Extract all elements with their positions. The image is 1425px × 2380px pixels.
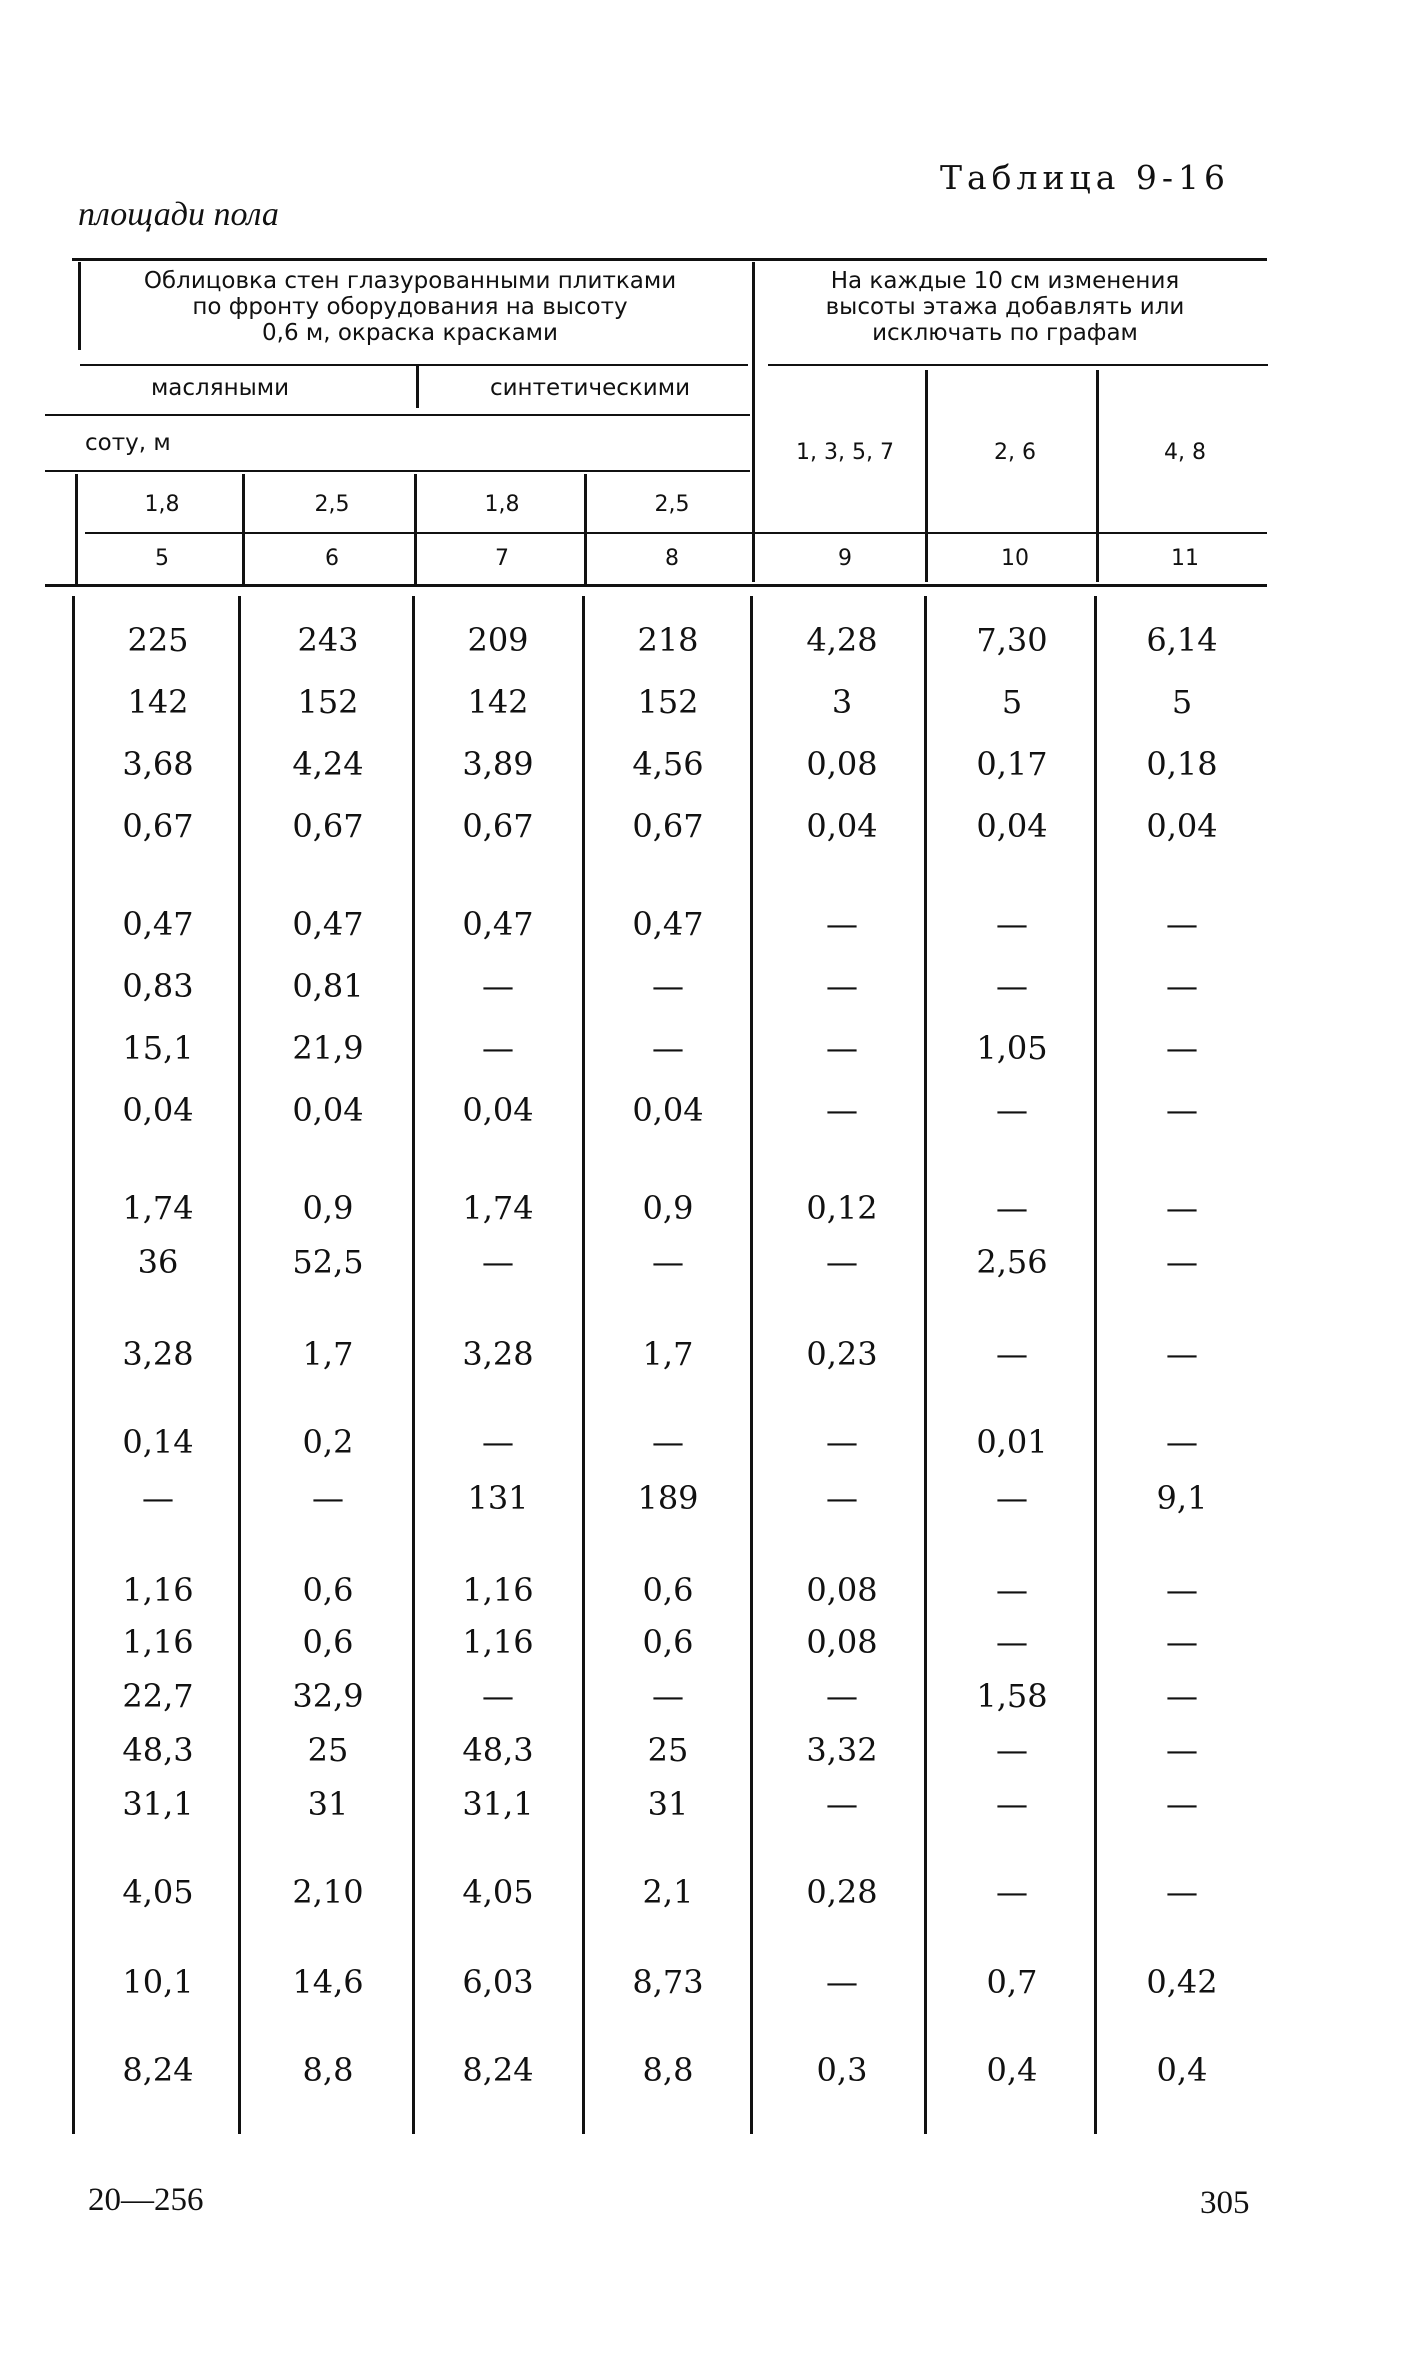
table-cell: 31,1 (122, 1785, 194, 1823)
table-cell: — (652, 1677, 684, 1715)
table-cell: — (1166, 1785, 1198, 1823)
column-divider (1094, 596, 1097, 2134)
table-cell: 0,28 (806, 1873, 878, 1911)
colnum-8: 8 (665, 546, 679, 571)
height-col5: 1,8 (144, 492, 180, 517)
table-cell: 189 (637, 1479, 699, 1517)
header-height-label: соту, м (85, 430, 171, 456)
table-cell: 0,3 (816, 2051, 868, 2089)
table-cell: 0,14 (122, 1423, 194, 1461)
table-subtitle: площади пола (78, 196, 279, 233)
height-col7: 1,8 (484, 492, 520, 517)
table-cell: 1,74 (462, 1189, 534, 1227)
table-cell: 52,5 (292, 1243, 364, 1281)
table-cell: 2,10 (292, 1873, 364, 1911)
table-cell: 0,04 (806, 807, 878, 845)
table-cell: — (482, 967, 514, 1005)
table-cell: — (996, 1189, 1028, 1227)
column-divider (750, 596, 753, 2134)
table-cell: — (826, 1479, 858, 1517)
table-cell: — (482, 1423, 514, 1461)
table-cell: 1,16 (122, 1623, 194, 1661)
table-cell: 0,2 (302, 1423, 354, 1461)
table-cell: 0,7 (986, 1963, 1038, 2001)
header-rule (80, 364, 748, 366)
table-cell: 0,4 (1156, 2051, 1208, 2089)
table-cell: 0,47 (632, 905, 704, 943)
table-cell: 0,04 (976, 807, 1048, 845)
table-cell: 0,81 (292, 967, 364, 1005)
header-group-right: На каждые 10 см изменения высоты этажа добавлять или исключать по графам (825, 268, 1185, 346)
table-cell: 0,83 (122, 967, 194, 1005)
colnum-5: 5 (155, 546, 169, 571)
table-cell: — (1166, 1423, 1198, 1461)
table-cell: 9,1 (1156, 1479, 1208, 1517)
table-cell: 31 (307, 1785, 349, 1823)
table-cell: 1,58 (976, 1677, 1048, 1715)
table-cell: 0,42 (1146, 1963, 1218, 2001)
table-cell: 7,30 (976, 621, 1048, 659)
table-cell: 0,67 (632, 807, 704, 845)
sheet-code: 20—256 (88, 2182, 204, 2218)
table-cell: 10,1 (122, 1963, 194, 2001)
table-cell: — (1166, 1091, 1198, 1129)
table-cell: — (1166, 905, 1198, 943)
table-cell: 0,04 (1146, 807, 1218, 845)
table-cell: 142 (127, 683, 189, 721)
table-cell: 0,01 (976, 1423, 1048, 1461)
colnum-7: 7 (495, 546, 509, 571)
table-cell: — (652, 1243, 684, 1281)
table-cell: 31,1 (462, 1785, 534, 1823)
table-cell: — (652, 1423, 684, 1461)
table-cell: — (652, 1029, 684, 1067)
table-cell: 48,3 (462, 1731, 534, 1769)
table-cell: 0,6 (302, 1571, 354, 1609)
table-cell: 0,67 (292, 807, 364, 845)
colnum-6: 6 (325, 546, 339, 571)
table-cell: 2,1 (642, 1873, 694, 1911)
table-cell: — (1166, 1873, 1198, 1911)
table-cell: — (1166, 967, 1198, 1005)
table-cell: 218 (637, 621, 699, 659)
table-cell: 6,03 (462, 1963, 534, 2001)
table-cell: — (826, 1029, 858, 1067)
table-cell: 8,24 (122, 2051, 194, 2089)
height-col8: 2,5 (654, 492, 690, 517)
table-cell: 1,7 (302, 1335, 354, 1373)
table-number: Таблица 9-16 (940, 158, 1231, 197)
table-cell: 0,6 (302, 1623, 354, 1661)
table-cell: 0,08 (806, 745, 878, 783)
table-cell: 21,9 (292, 1029, 364, 1067)
header-divider (414, 474, 417, 584)
table-cell: 0,47 (462, 905, 534, 943)
table-cell: 0,04 (632, 1091, 704, 1129)
table-cell: 1,16 (122, 1571, 194, 1609)
table-cell: 142 (467, 683, 529, 721)
table-cell: — (482, 1243, 514, 1281)
table-cell: 8,8 (302, 2051, 354, 2089)
table-cell: 0,04 (292, 1091, 364, 1129)
table-cell: — (996, 1623, 1028, 1661)
table-cell: 2,56 (976, 1243, 1048, 1281)
table-cell: 8,8 (642, 2051, 694, 2089)
table-cell: 3,28 (122, 1335, 194, 1373)
column-divider (582, 596, 585, 2134)
table-cell: 0,67 (122, 807, 194, 845)
table-cell: 0,18 (1146, 745, 1218, 783)
table-cell: 4,24 (292, 745, 364, 783)
table-cell: 32,9 (292, 1677, 364, 1715)
table-cell: — (482, 1677, 514, 1715)
table-cell: 1,7 (642, 1335, 694, 1373)
table-cell: 15,1 (122, 1029, 194, 1067)
table-cell: 0,9 (642, 1189, 694, 1227)
table-cell: 3,32 (806, 1731, 878, 1769)
table-cell: — (1166, 1623, 1198, 1661)
table-cell: 0,04 (462, 1091, 534, 1129)
header-bottom-rule (45, 584, 1267, 587)
header-divider (584, 474, 587, 584)
header-rule (768, 364, 1268, 366)
table-cell: 0,08 (806, 1623, 878, 1661)
table-cell: — (1166, 1243, 1198, 1281)
table-cell: 1,05 (976, 1029, 1048, 1067)
table-cell: 0,4 (986, 2051, 1038, 2089)
header-oil-paint: масляными (150, 375, 290, 401)
table-cell: 3,28 (462, 1335, 534, 1373)
header-rule (45, 414, 750, 416)
table-cell: — (996, 1731, 1028, 1769)
table-cell: 3,89 (462, 745, 534, 783)
graph-ref-col10: 2, 6 (994, 440, 1036, 465)
table-cell: 0,12 (806, 1189, 878, 1227)
table-cell: 4,05 (462, 1873, 534, 1911)
column-divider (924, 596, 927, 2134)
column-divider (72, 596, 75, 2134)
table-cell: 243 (297, 621, 359, 659)
page-number: 305 (1200, 2185, 1250, 2221)
table-cell: — (652, 967, 684, 1005)
table-cell: — (826, 1243, 858, 1281)
table-cell: — (996, 1091, 1028, 1129)
table-cell: — (1166, 1731, 1198, 1769)
table-cell: 0,23 (806, 1335, 878, 1373)
table-cell: 3 (831, 683, 853, 721)
table-cell: 0,47 (292, 905, 364, 943)
table-cell: — (996, 1479, 1028, 1517)
table-cell: 152 (297, 683, 359, 721)
table-cell: 0,47 (122, 905, 194, 943)
header-divider (752, 262, 755, 582)
table-cell: 0,67 (462, 807, 534, 845)
header-divider (242, 474, 245, 584)
graph-ref-col11: 4, 8 (1164, 440, 1206, 465)
table-cell: 5 (1001, 683, 1023, 721)
header-divider (925, 370, 928, 582)
table-cell: 131 (467, 1479, 529, 1517)
table-cell: 152 (637, 683, 699, 721)
table-cell: — (1166, 1571, 1198, 1609)
table-cell: — (826, 1677, 858, 1715)
table-cell: — (142, 1479, 174, 1517)
column-divider (238, 596, 241, 2134)
table-cell: — (482, 1029, 514, 1067)
header-divider (416, 366, 419, 408)
colnum-11: 11 (1171, 546, 1199, 571)
table-cell: 4,05 (122, 1873, 194, 1911)
table-cell: — (1166, 1335, 1198, 1373)
table-cell: 4,56 (632, 745, 704, 783)
header-divider (78, 262, 81, 350)
table-cell: 225 (127, 621, 189, 659)
table-cell: 48,3 (122, 1731, 194, 1769)
table-cell: — (312, 1479, 344, 1517)
table-cell: 0,17 (976, 745, 1048, 783)
table-cell: 0,04 (122, 1091, 194, 1129)
table-cell: — (826, 905, 858, 943)
table-cell: 0,6 (642, 1571, 694, 1609)
table-cell: 8,73 (632, 1963, 704, 2001)
table-cell: 1,74 (122, 1189, 194, 1227)
table-cell: — (1166, 1189, 1198, 1227)
table-cell: 0,9 (302, 1189, 354, 1227)
table-cell: — (996, 1785, 1028, 1823)
table-cell: — (996, 967, 1028, 1005)
table-cell: 209 (467, 621, 529, 659)
table-cell: 25 (647, 1731, 689, 1769)
table-cell: 3,68 (122, 745, 194, 783)
table-cell: — (1166, 1029, 1198, 1067)
graph-ref-col9: 1, 3, 5, 7 (796, 440, 894, 465)
header-rule (45, 470, 750, 472)
column-divider (412, 596, 415, 2134)
table-cell: — (996, 1335, 1028, 1373)
table-cell: 4,28 (806, 621, 878, 659)
table-cell: 8,24 (462, 2051, 534, 2089)
table-cell: 36 (137, 1243, 179, 1281)
colnum-9: 9 (838, 546, 852, 571)
table-cell: — (826, 967, 858, 1005)
table-cell: 5 (1171, 683, 1193, 721)
table-cell: 31 (647, 1785, 689, 1823)
table-cell: 0,08 (806, 1571, 878, 1609)
colnum-10: 10 (1001, 546, 1029, 571)
table-cell: 1,16 (462, 1623, 534, 1661)
height-col6: 2,5 (314, 492, 350, 517)
header-synthetic-paint: синтетическими (489, 375, 691, 401)
table-cell: 6,14 (1146, 621, 1218, 659)
table-cell: 25 (307, 1731, 349, 1769)
table-cell: — (826, 1423, 858, 1461)
table-cell: 14,6 (292, 1963, 364, 2001)
table-cell: — (1166, 1677, 1198, 1715)
table-cell: — (826, 1785, 858, 1823)
table-cell: — (996, 905, 1028, 943)
table-cell: — (826, 1963, 858, 2001)
table-cell: 22,7 (122, 1677, 194, 1715)
table-cell: — (826, 1091, 858, 1129)
header-divider (75, 474, 78, 584)
header-top-rule (72, 258, 1267, 261)
header-rule (85, 532, 1267, 534)
table-cell: 0,6 (642, 1623, 694, 1661)
header-divider (1096, 370, 1099, 582)
table-cell: — (996, 1571, 1028, 1609)
table-cell: — (996, 1873, 1028, 1911)
header-group-left: Облицовка стен глазурованными плитками по фронту оборудования на высоту 0,6 м, окраска красками (143, 268, 677, 346)
table-cell: 1,16 (462, 1571, 534, 1609)
